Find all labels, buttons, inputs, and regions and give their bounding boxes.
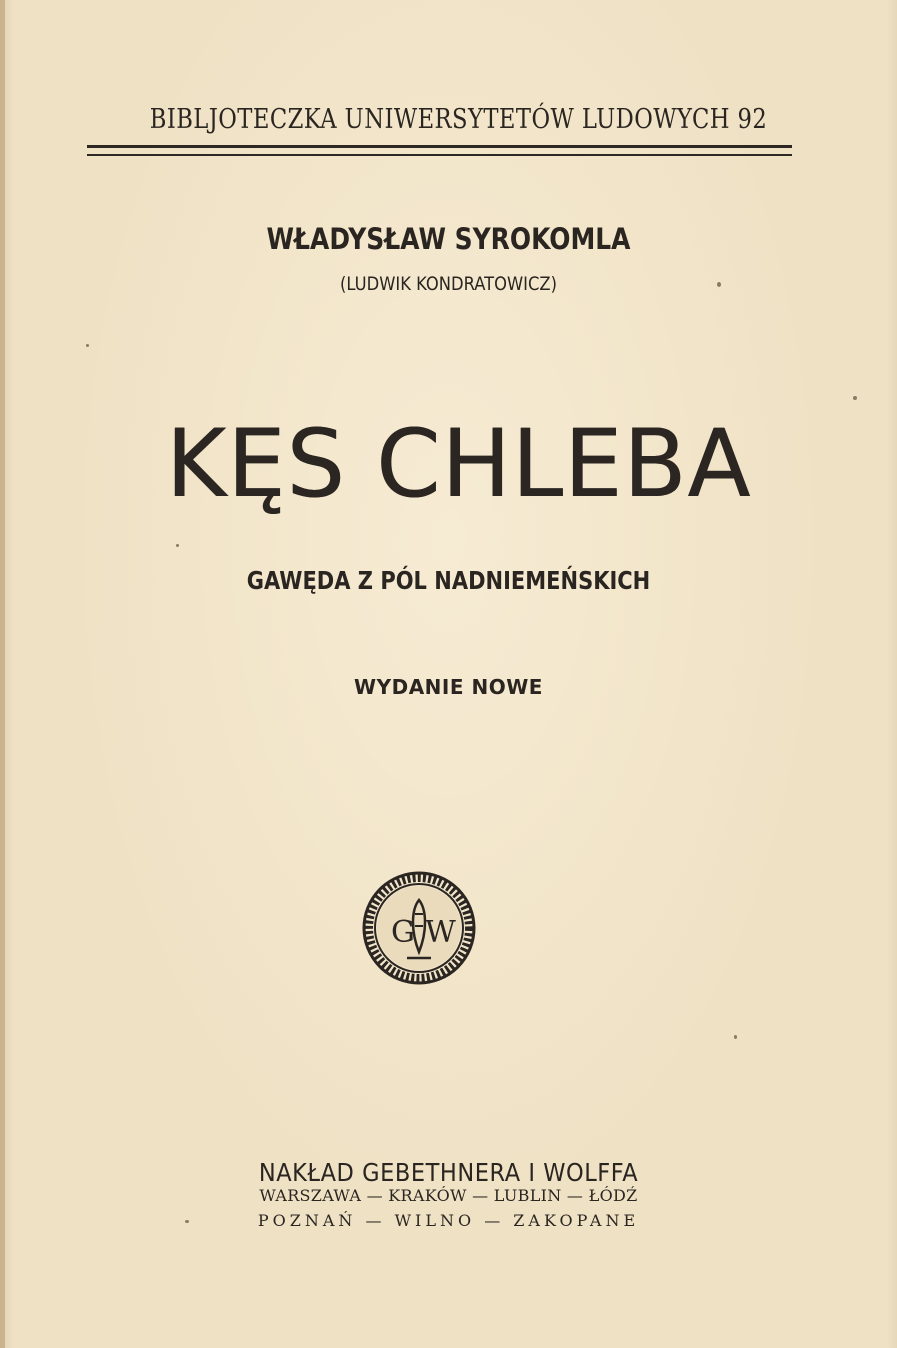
svg-text:W: W <box>425 915 456 950</box>
paper-speck <box>717 282 721 287</box>
svg-text:G: G <box>391 915 415 950</box>
paper-speck <box>734 1035 737 1039</box>
publisher-name: NAKŁAD GEBETHNERA I WOLFFA <box>258 1158 639 1187</box>
paper-speck <box>86 344 89 347</box>
book-title: KĘS CHLEBA <box>165 410 752 519</box>
author-name: WŁADYSŁAW SYROKOMLA <box>266 222 631 256</box>
edition-note: WYDANIE NOWE <box>354 675 543 699</box>
publisher-cities-line-1: WARSZAWA — KRAKÓW — LUBLIN — ŁÓDŹ <box>259 1186 638 1205</box>
author-real-name: (LUDWIK KONDRATOWICZ) <box>340 273 557 295</box>
series-heading: BIBLJOTECZKA UNIWERSYTETÓW LUDOWYCH 92 <box>149 104 768 135</box>
paper-speck <box>185 1220 189 1223</box>
publisher-cities-line-2: POZNAŃ — WILNO — ZAKOPANE <box>257 1211 640 1230</box>
double-rule-top <box>87 145 792 148</box>
paper-speck <box>853 396 857 400</box>
paper-speck <box>176 544 179 547</box>
page-edge <box>0 0 5 1348</box>
publisher-seal-icon <box>361 870 477 986</box>
book-subtitle: GAWĘDA Z PÓL NADNIEMEŃSKICH <box>246 566 651 595</box>
double-rule-bottom <box>87 154 792 156</box>
